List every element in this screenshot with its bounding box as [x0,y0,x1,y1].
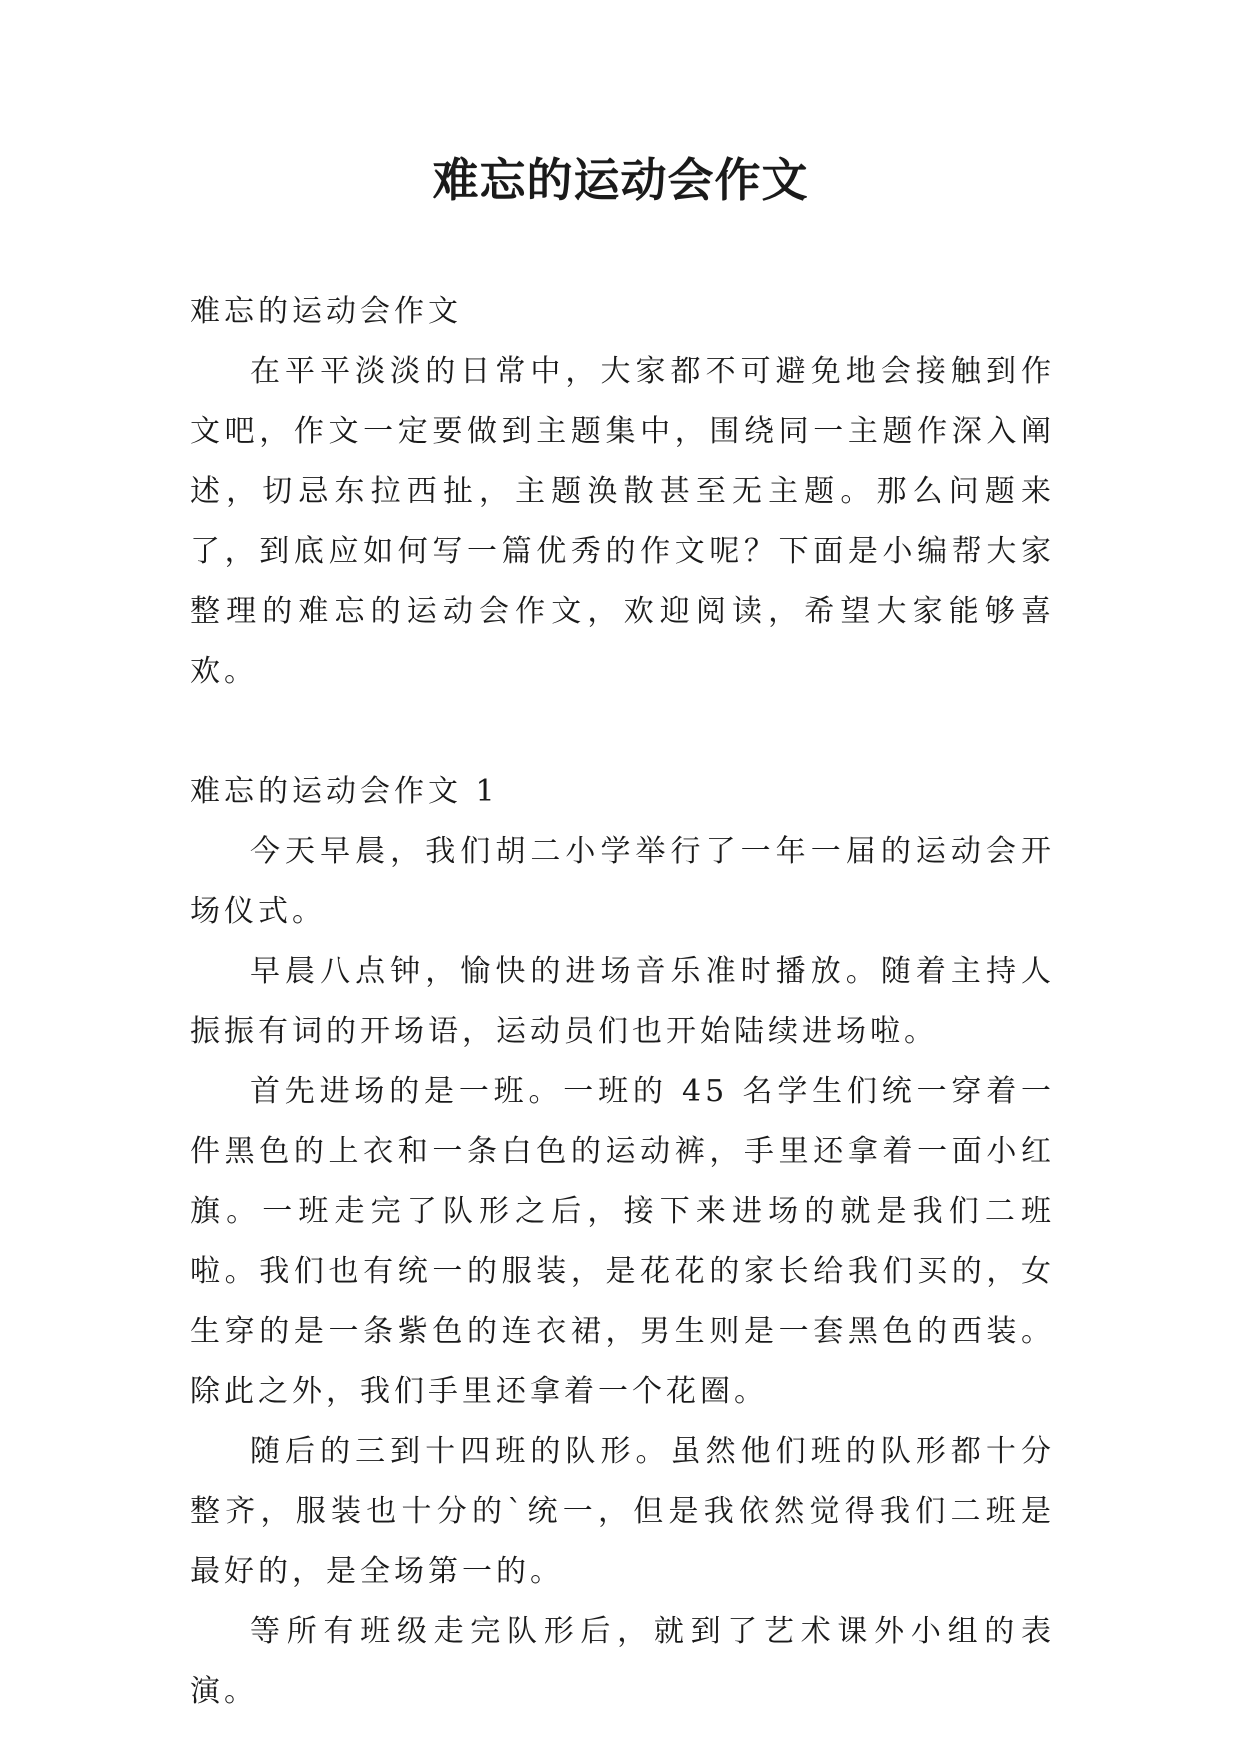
document-body [190,282,1055,1722]
intro-paragraph: 在平平淡淡的日常中，大家都不可避免地会接触到作文吧，作文一定要做到主题集中，围绕同一主题作深入阐述，切忌东拉西扯，主题涣散甚至无主题。那么问题来了，到底应如何写一篇优秀的作文呢？下面是小编帮大家整理的难忘的运动会作文，欢迎阅读，希望大家能够喜欢。 [190,354,1055,689]
section-1-paragraph: 首先进场的是一班。一班的 45 名学生们统一穿着一件黑色的上衣和一条白色的运动裤，手里还拿着一面小红旗。一班走完了队形之后，接下来进场的就是我们二班啦。我们也有统一的服装，是花花的家长给我们买的，女生穿的是一条紫色的连衣裙，男生则是一套黑色的西装。除此之外，我们手里还拿着一个花圈。 [190,1074,1055,1409]
section-1-paragraph: 早晨八点钟，愉快的进场音乐准时播放。随着主持人振振有词的开场语，运动员们也开始陆续进场啦。 [190,954,1055,1049]
section-spacer [190,702,1055,762]
section-1-paragraph: 随后的三到十四班的队形。虽然他们班的队形都十分整齐，服装也十分的`统一，但是我依然觉得我们二班是最好的，是全场第一的。 [190,1434,1055,1589]
intro-heading: 难忘的运动会作文 [190,294,462,329]
document-title: 难忘的运动会作文 [432,153,809,207]
section-1-heading: 难忘的运动会作文 1 [190,774,499,809]
section-1-paragraph: 今天早晨，我们胡二小学举行了一年一届的运动会开场仪式。 [190,834,1055,929]
section-1-paragraph: 等所有班级走完队形后，就到了艺术课外小组的表演。 [190,1614,1055,1709]
